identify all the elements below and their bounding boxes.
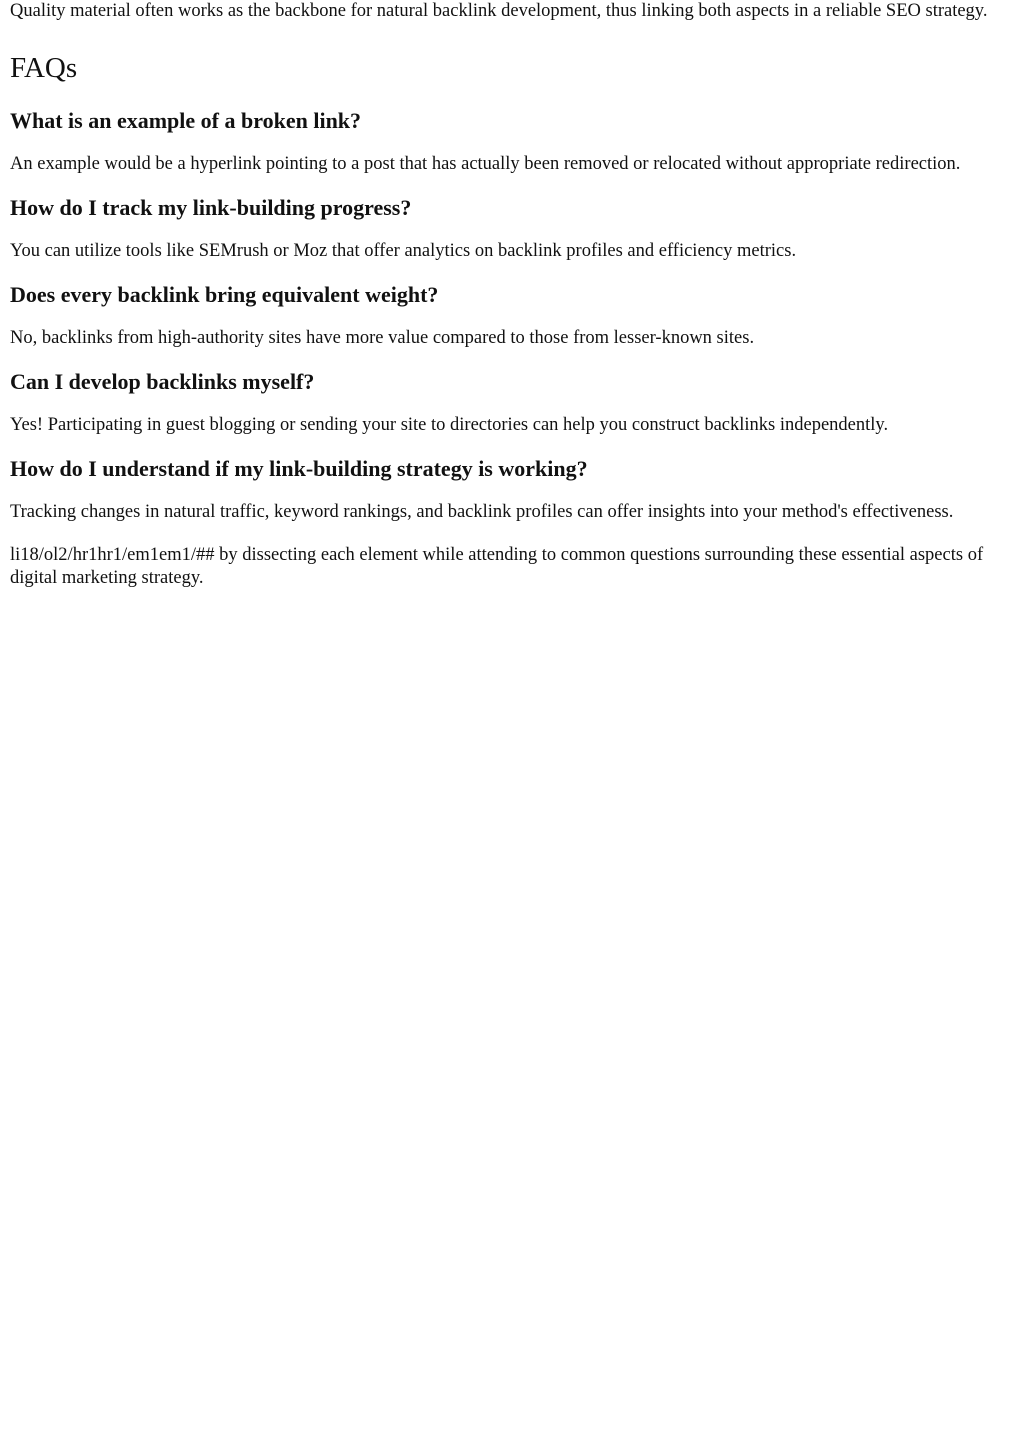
- faqs-heading: FAQs: [10, 52, 78, 84]
- intro-paragraph: Quality material often works as the backbone for natural backlink development, thus linking both aspects in a reliable SEO strategy.: [10, 1, 988, 21]
- faq-question: How do I understand if my link-building strategy is working?: [10, 456, 588, 481]
- faq-list: [10, 107, 1014, 524]
- document-page: [0, 0, 1024, 590]
- faq-answer: Yes! Participating in guest blogging or sending your site to directories can help you construct backlinks independently.: [10, 415, 889, 435]
- faq-question: Does every backlink bring equivalent weight?: [10, 282, 439, 307]
- faq-question: How do I track my link-building progress?: [10, 195, 412, 220]
- faq-answer: Tracking changes in natural traffic, keyword rankings, and backlink profiles can offer insights into your method's effectiveness.: [10, 502, 954, 522]
- faq-question: What is an example of a broken link?: [10, 108, 362, 133]
- faq-answer: You can utilize tools like SEMrush or Moz that offer analytics on backlink profiles and efficiency metrics.: [10, 241, 797, 261]
- faq-item: [10, 194, 1014, 263]
- faq-item: [10, 368, 1014, 437]
- closing-paragraph: li18/ol2/hr1hr1/em1em1/## by dissecting each element while attending to common questions surrounding these essential aspects of digital marketing strategy.: [10, 545, 984, 588]
- faq-answer: An example would be a hyperlink pointing to a post that has actually been removed or relocated without appropriate redirection.: [10, 154, 961, 174]
- faq-item: [10, 107, 1014, 176]
- faq-answer: No, backlinks from high-authority sites have more value compared to those from lesser-known sites.: [10, 328, 755, 348]
- faq-item: [10, 281, 1014, 350]
- faq-item: [10, 455, 1014, 524]
- faq-question: Can I develop backlinks myself?: [10, 369, 315, 394]
